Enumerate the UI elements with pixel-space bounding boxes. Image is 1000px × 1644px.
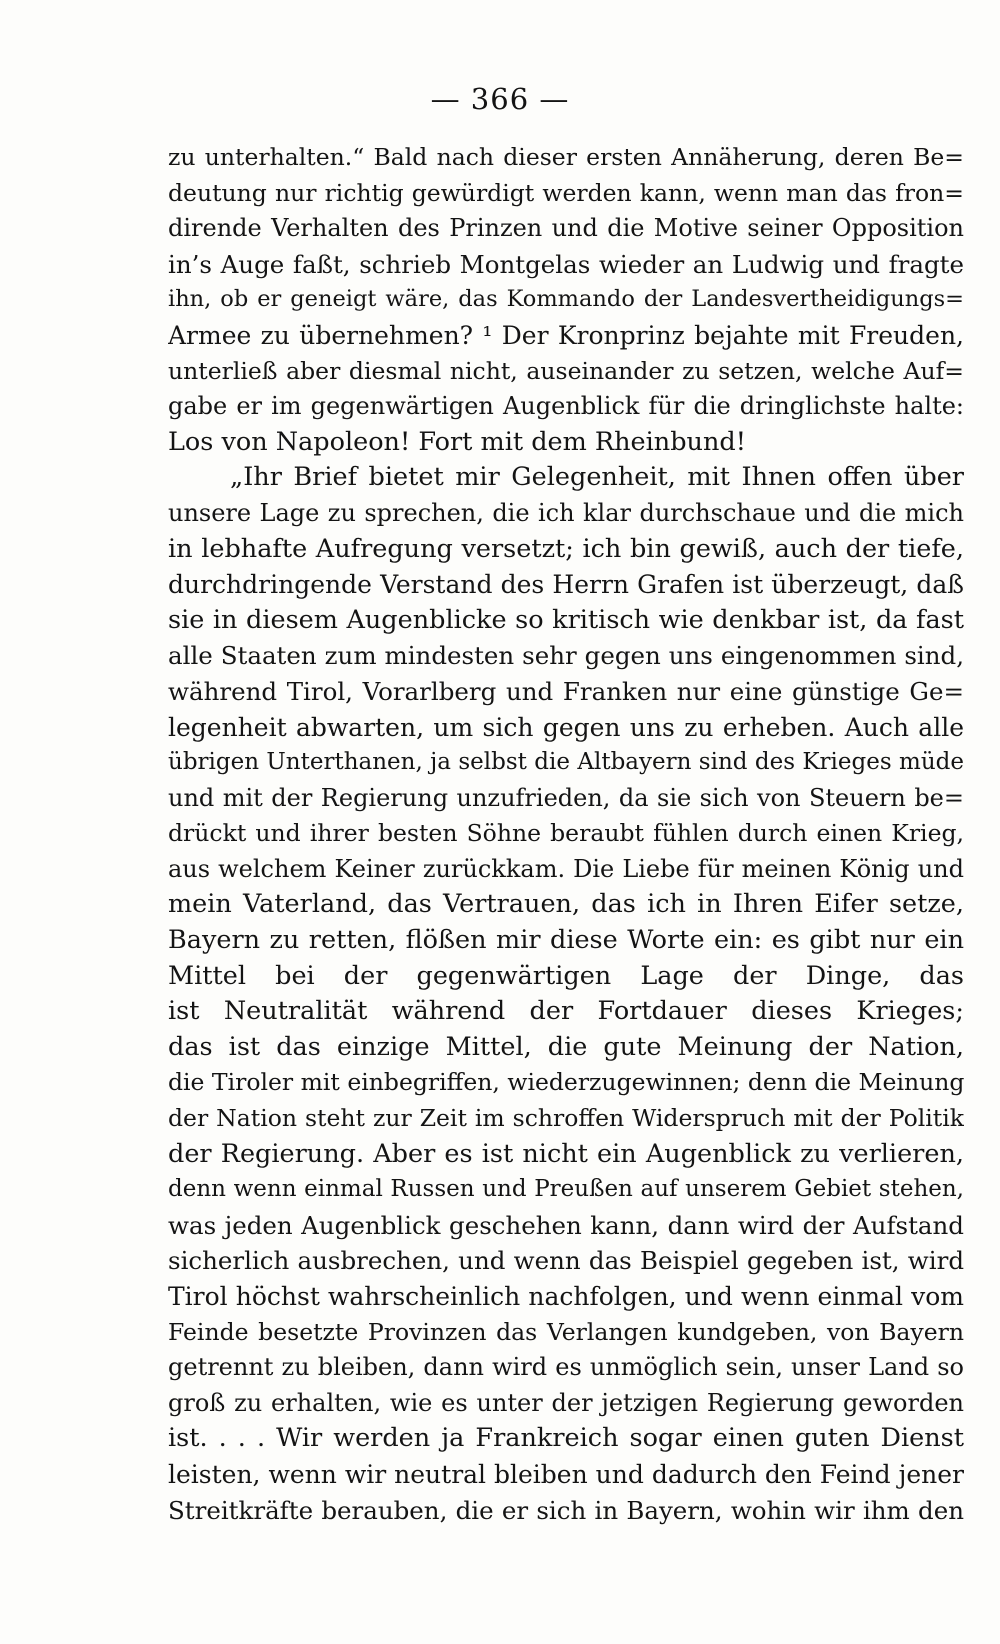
text-line: sicherlich ausbrechen, und wenn das Beispiel gegeben ist, wird — [168, 1246, 964, 1276]
text-line: ist. . . . Wir werden ja Frankreich sogar einen guten Dienst — [168, 1423, 964, 1454]
text-line: leisten, wenn wir neutral bleiben und dadurch den Feind jener — [168, 1459, 964, 1489]
text-line: Feinde besetzte Provinzen das Verlangen kundgeben, von Bayern — [168, 1317, 964, 1346]
text-line: in lebhafte Aufregung versetzt; ich bin gewiß, auch der tiefe, — [168, 533, 964, 564]
text-line: mein Vaterland, das Vertrauen, das ich in Ihren Eifer setze, — [168, 889, 964, 920]
text-line: legenheit abwarten, um sich gegen uns zu erheben. Auch alle — [168, 712, 964, 742]
text-line: denn wenn einmal Russen und Preußen auf unserem Gebiet stehen, — [168, 1176, 964, 1203]
text-line: das ist das einzige Mittel, die gute Meinung der Nation, — [168, 1031, 964, 1062]
text-line: der Regierung. Aber es ist nicht ein Augenblick zu verlieren, — [168, 1138, 964, 1169]
text-line: „Ihr Brief bietet mir Gelegenheit, mit Ihnen offen über — [230, 462, 964, 493]
text-line: groß zu erhalten, wie es unter der jetzigen Regierung geworden — [168, 1388, 964, 1417]
text-line: gabe er im gegenwärtigen Augenblick für die dringlichste halte: — [168, 392, 964, 421]
text-line: Bayern zu retten, flößen mir diese Worte ein: es gibt nur ein — [168, 925, 964, 956]
text-line: deutung nur richtig gewürdigt werden kann, wenn man das fron= — [168, 178, 964, 207]
text-line: ist Neutralität während der Fortdauer dieses Krieges; — [168, 996, 964, 1027]
text-line: die Tiroler mit einbegriffen, wiederzugewinnen; denn die Meinung — [168, 1068, 964, 1097]
text-line: sie in diesem Augenblicke so kritisch wie denkbar ist, da fast — [168, 604, 964, 635]
text-line: drückt und ihrer besten Söhne beraubt fühlen durch einen Krieg, — [168, 819, 964, 848]
text-line: alle Staaten zum mindesten sehr gegen uns eingenommen sind, — [168, 641, 964, 671]
text-line: unterließ aber diesmal nicht, auseinander zu setzen, welche Auf= — [168, 356, 964, 385]
text-line: dirende Verhalten des Prinzen und die Motive seiner Opposition — [168, 214, 964, 243]
text-line: während Tirol, Vorarlberg und Franken nur eine günstige Ge= — [168, 676, 964, 706]
text-line: übrigen Unterthanen, ja selbst die Altbayern sind des Krieges müde — [168, 749, 964, 776]
text-line: ihn, ob er geneigt wäre, das Kommando der Landesvertheidigungs= — [168, 286, 964, 313]
text-line: Tirol höchst wahrscheinlich nachfolgen, und wenn einmal vom — [168, 1282, 964, 1311]
text-line: was jeden Augenblick geschehen kann, dann wird der Aufstand — [168, 1210, 964, 1240]
page-number: — 366 — — [430, 82, 570, 116]
text-line: Streitkräfte berauben, die er sich in Bayern, wohin wir ihm den — [168, 1495, 964, 1525]
text-line: getrennt zu bleiben, dann wird es unmöglich sein, unser Land so — [168, 1353, 964, 1382]
text-line: der Nation steht zur Zeit im schroffen Widerspruch mit der Politik — [168, 1104, 964, 1133]
text-line: Mittel bei der gegenwärtigen Lage der Dinge, das — [168, 960, 964, 991]
text-line: durchdringende Verstand des Herrn Grafen ist überzeugt, daß — [168, 570, 964, 600]
text-line: zu unterhalten.“ Bald nach dieser ersten Annäherung, deren Be= — [168, 143, 964, 171]
body-text — [168, 140, 964, 1528]
text-line: und mit der Regierung unzufrieden, da sie sich von Steuern be= — [168, 783, 964, 812]
text-line: unsere Lage zu sprechen, die ich klar durchschaue und die mich — [168, 498, 964, 527]
text-line: Armee zu übernehmen? ¹ Der Kronprinz bejahte mit Freuden, — [168, 320, 964, 350]
text-line: in’s Auge faßt, schrieb Montgelas wieder an Ludwig und fragte — [168, 249, 964, 279]
text-line: Los von Napoleon! Fort mit dem Rheinbund! — [168, 426, 746, 457]
text-line: aus welchem Keiner zurückkam. Die Liebe für meinen König und — [168, 854, 964, 883]
